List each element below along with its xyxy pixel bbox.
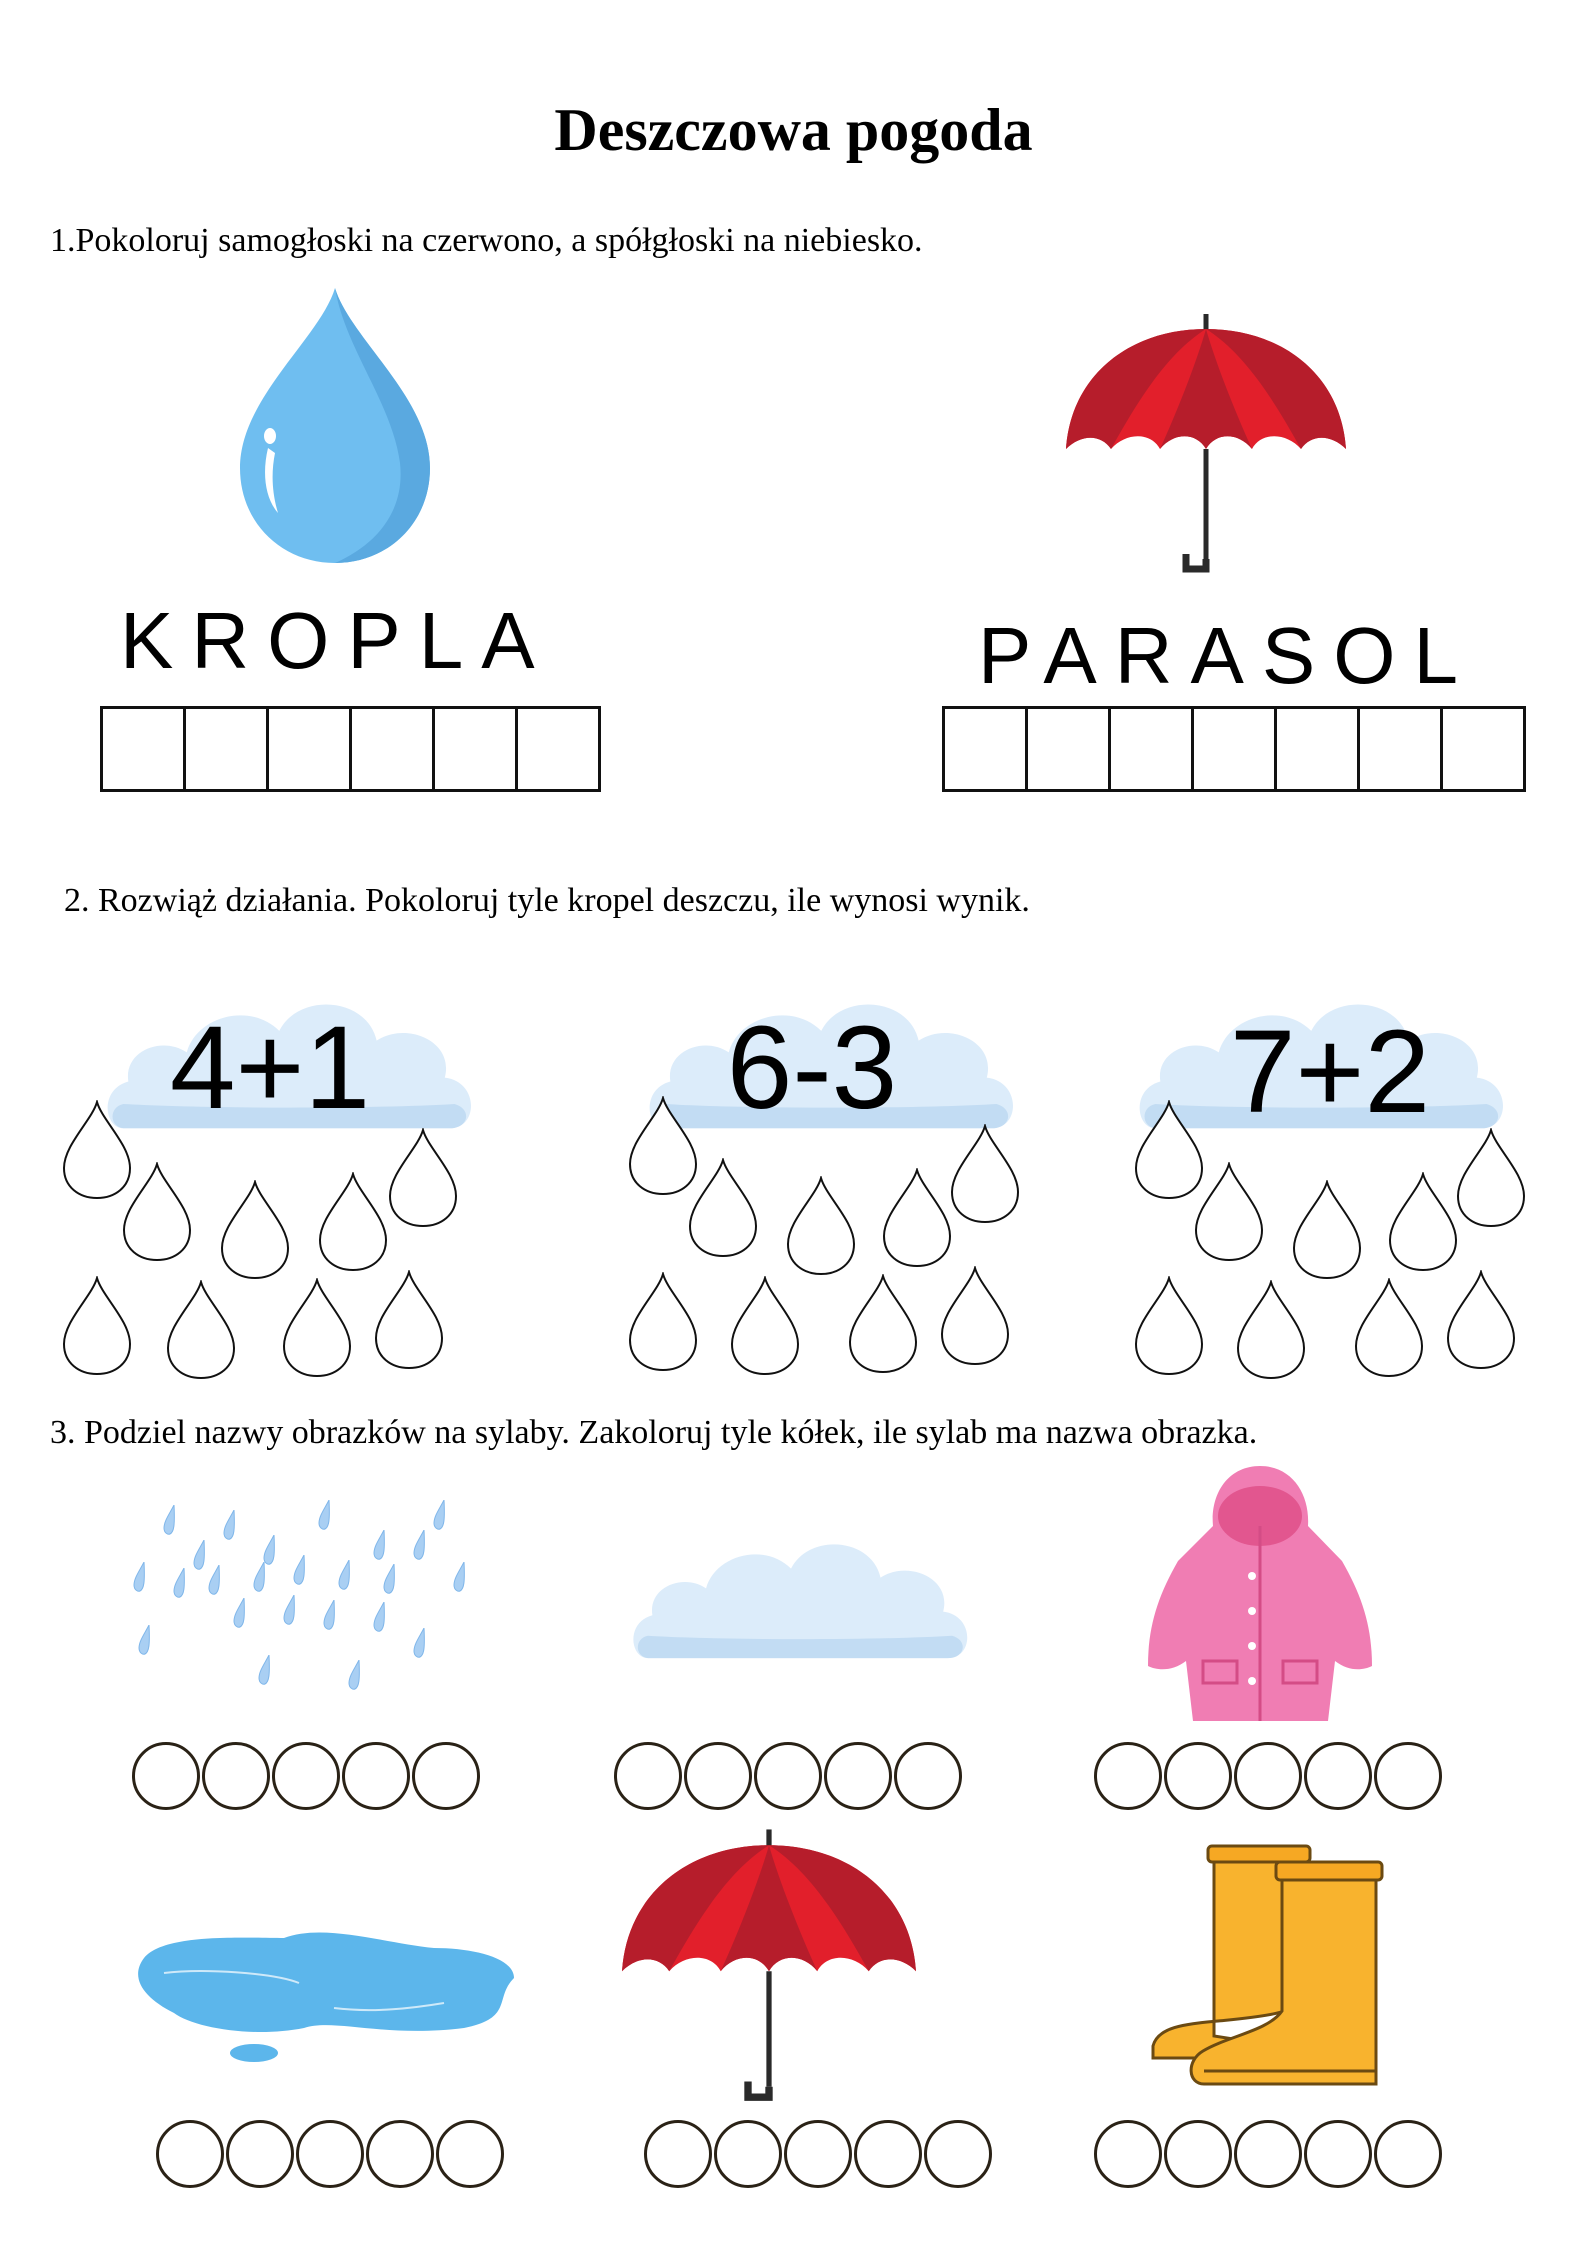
task3-instruction: 3. Podziel nazwy obrazków na sylaby. Zakoloruj tyle kółek, ile sylab ma nazwa obrazka.	[50, 1414, 1258, 1451]
syllable-circle[interactable]	[1094, 2120, 1162, 2188]
drop-outline[interactable]	[1446, 1270, 1516, 1370]
syllable-circle[interactable]	[412, 1742, 480, 1810]
drop-outline[interactable]	[1388, 1172, 1458, 1272]
syllable-circle[interactable]	[894, 1742, 962, 1810]
syllable-circle[interactable]	[1164, 1742, 1232, 1810]
syllable-circles[interactable]	[1094, 2120, 1444, 2188]
syllable-circle[interactable]	[1234, 1742, 1302, 1810]
syllable-circle[interactable]	[226, 2120, 294, 2188]
syllable-circle[interactable]	[156, 2120, 224, 2188]
syllable-circle[interactable]	[684, 1742, 752, 1810]
drop-outline[interactable]	[882, 1168, 952, 1268]
drop-outline[interactable]	[950, 1124, 1020, 1224]
letter-box[interactable]	[103, 709, 186, 789]
word-parasol: PARASOL	[978, 611, 1476, 700]
drop-outline[interactable]	[628, 1272, 698, 1372]
drop-outline[interactable]	[62, 1276, 132, 1376]
letter-box[interactable]	[1194, 709, 1277, 789]
raindrop-icon	[240, 288, 430, 563]
drop-outline[interactable]	[730, 1276, 800, 1376]
syllable-circle[interactable]	[1304, 1742, 1372, 1810]
task2-instruction: 2. Rozwiąż działania. Pokoloruj tyle kropel deszczu, ile wynosi wynik.	[64, 882, 1030, 919]
drop-outline[interactable]	[1194, 1162, 1264, 1262]
syllable-circle[interactable]	[1234, 2120, 1302, 2188]
syllable-circle[interactable]	[824, 1742, 892, 1810]
cloud-icon	[630, 1520, 970, 1680]
task1-instruction: 1.Pokoloruj samogłoski na czerwono, a spółgłoski na niebiesko.	[50, 222, 923, 259]
drop-outline[interactable]	[220, 1180, 290, 1280]
syllable-circle[interactable]	[1374, 2120, 1442, 2188]
syllable-circle[interactable]	[924, 2120, 992, 2188]
syllable-circle[interactable]	[342, 1742, 410, 1810]
syllable-circle[interactable]	[272, 1742, 340, 1810]
drop-outline[interactable]	[388, 1128, 458, 1228]
drop-outline[interactable]	[786, 1176, 856, 1276]
rain-icon	[112, 1500, 472, 1720]
drop-outline[interactable]	[318, 1172, 388, 1272]
syllable-circle[interactable]	[644, 2120, 712, 2188]
drop-outline[interactable]	[940, 1266, 1010, 1366]
letter-box[interactable]	[1028, 709, 1111, 789]
syllable-circle[interactable]	[366, 2120, 434, 2188]
letter-boxes-kropla[interactable]	[100, 706, 601, 792]
letter-box[interactable]	[435, 709, 518, 789]
syllable-circle[interactable]	[754, 1742, 822, 1810]
syllable-circles[interactable]	[644, 2120, 994, 2188]
drop-outline[interactable]	[282, 1278, 352, 1378]
drop-outline[interactable]	[166, 1280, 236, 1380]
drop-outline[interactable]	[1354, 1278, 1424, 1378]
syllable-circle[interactable]	[1374, 1742, 1442, 1810]
drop-outline[interactable]	[374, 1270, 444, 1370]
letter-box[interactable]	[269, 709, 352, 789]
syllable-circle[interactable]	[202, 1742, 270, 1810]
letter-box[interactable]	[1277, 709, 1360, 789]
raincoat-icon	[1148, 1466, 1372, 1726]
drop-outline[interactable]	[688, 1158, 758, 1258]
syllable-circle[interactable]	[436, 2120, 504, 2188]
syllable-circles[interactable]	[132, 1742, 482, 1810]
letter-box[interactable]	[186, 709, 269, 789]
drop-outline[interactable]	[1134, 1276, 1204, 1376]
drop-outline[interactable]	[848, 1274, 918, 1374]
drop-outline[interactable]	[1456, 1128, 1526, 1228]
drop-outline[interactable]	[1292, 1180, 1362, 1280]
syllable-circle[interactable]	[1094, 1742, 1162, 1810]
syllable-circles[interactable]	[156, 2120, 506, 2188]
letter-box[interactable]	[945, 709, 1028, 789]
umbrella-icon	[622, 1826, 916, 2108]
math-expression: 7+2	[1229, 1006, 1431, 1138]
syllable-circle[interactable]	[132, 1742, 200, 1810]
letter-box[interactable]	[1111, 709, 1194, 789]
drop-outline[interactable]	[1236, 1280, 1306, 1380]
syllable-circle[interactable]	[614, 1742, 682, 1810]
drop-outline[interactable]	[122, 1162, 192, 1262]
syllable-circle[interactable]	[714, 2120, 782, 2188]
letter-box[interactable]	[518, 709, 598, 789]
page-title: Deszczowa pogoda	[554, 97, 1033, 163]
syllable-circle[interactable]	[784, 2120, 852, 2188]
umbrella-icon	[1066, 314, 1346, 576]
syllable-circles[interactable]	[614, 1742, 964, 1810]
puddle-icon	[134, 1918, 518, 2068]
syllable-circle[interactable]	[854, 2120, 922, 2188]
math-expression: 4+1	[169, 1002, 371, 1134]
word-kropla: KROPLA	[120, 596, 553, 685]
syllable-circles[interactable]	[1094, 1742, 1444, 1810]
letter-box[interactable]	[352, 709, 435, 789]
syllable-circle[interactable]	[1164, 2120, 1232, 2188]
syllable-circle[interactable]	[296, 2120, 364, 2188]
letter-boxes-parasol[interactable]	[942, 706, 1526, 792]
math-expression: 6-3	[726, 1002, 898, 1134]
rain-boots-icon	[1148, 1846, 1384, 2088]
syllable-circle[interactable]	[1304, 2120, 1372, 2188]
letter-box[interactable]	[1360, 709, 1443, 789]
letter-box[interactable]	[1443, 709, 1523, 789]
